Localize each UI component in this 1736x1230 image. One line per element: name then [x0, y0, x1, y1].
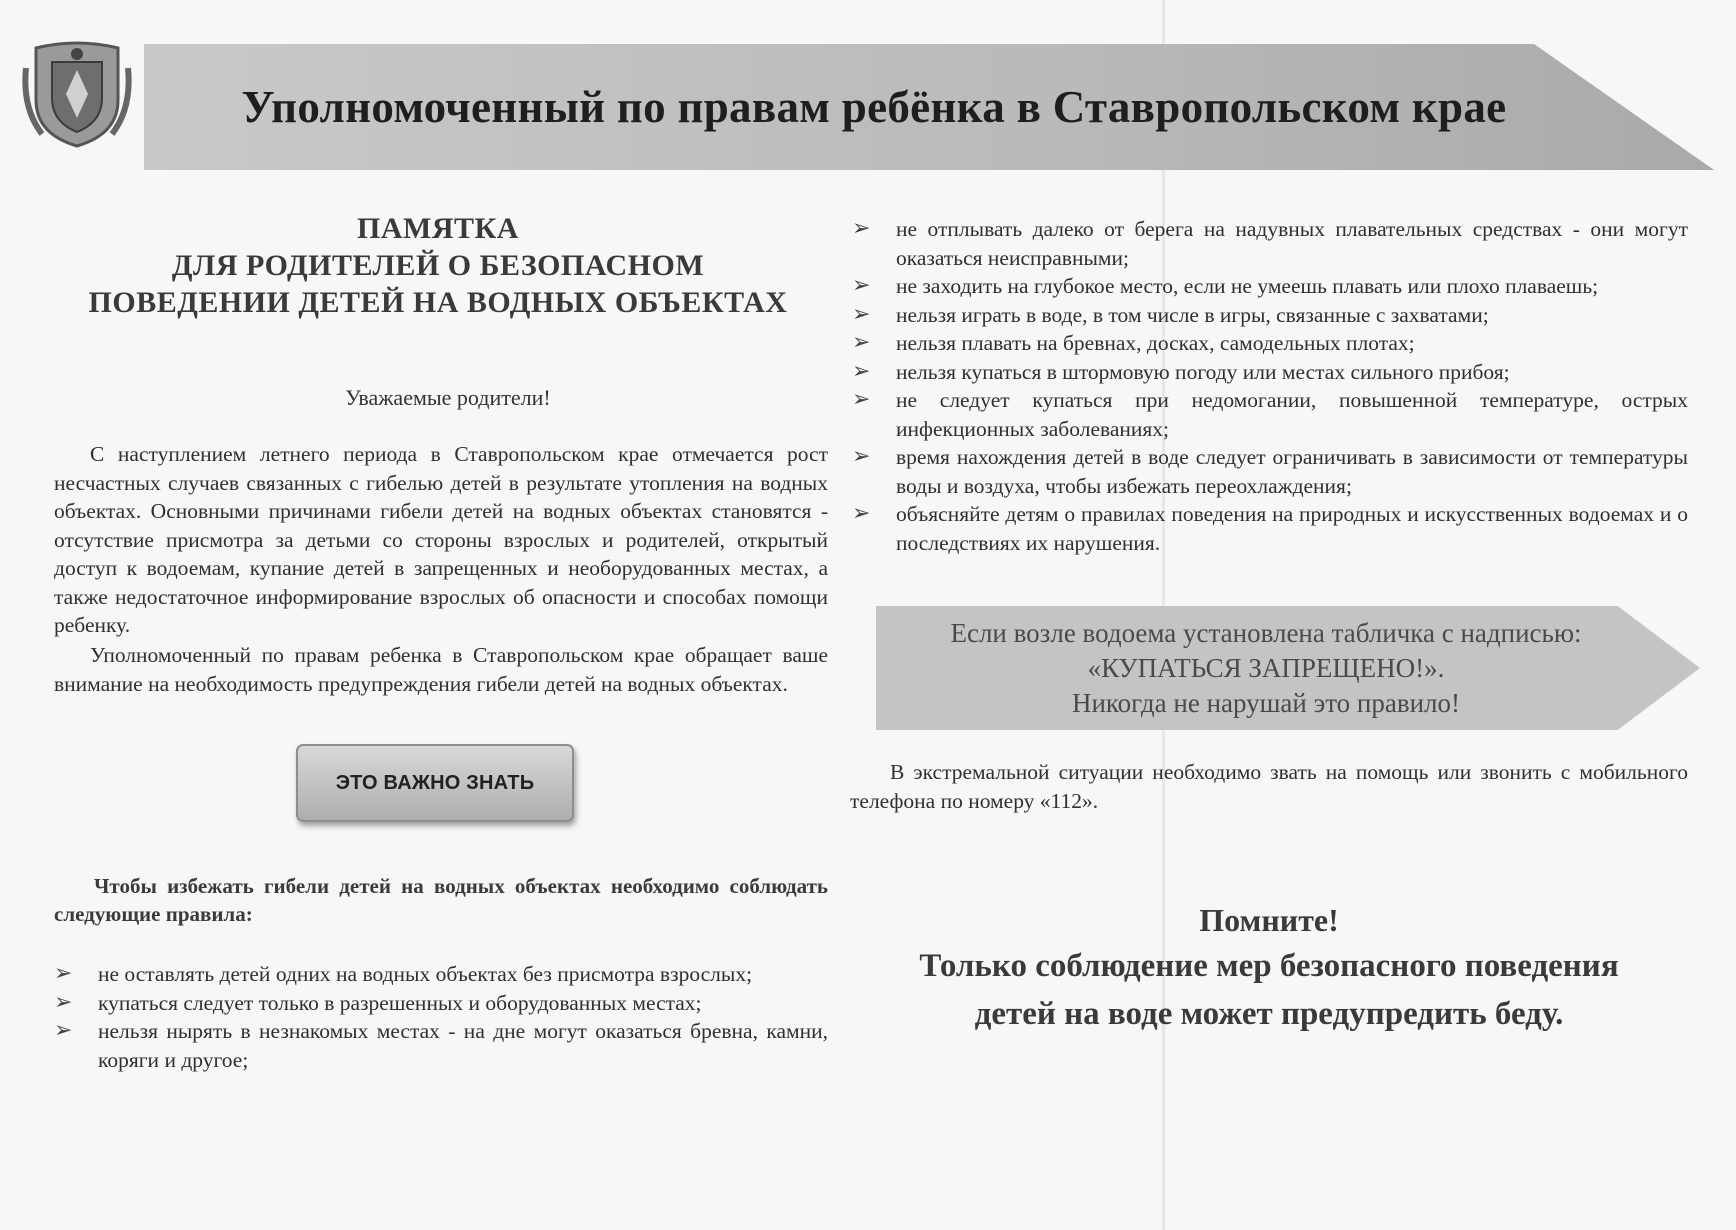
emergency-paragraph: В экстремальной ситуации необходимо звать на помощь или звонить с мобильного телефона по номеру «112». [850, 760, 1688, 813]
rule-text: нельзя нырять в незнакомых местах - на дне могут оказаться бревна, камни, коряги и другое; [98, 1019, 828, 1072]
rules-list-right [852, 215, 1688, 557]
coat-of-arms-icon [22, 38, 132, 150]
arrow-bullet-icon: ➢ [54, 989, 73, 1015]
rule-text: не заходить на глубокое место, если не умеешь плавать или плохо плаваешь; [896, 274, 1599, 298]
list-item [54, 960, 828, 989]
arrow-bullet-icon: ➢ [54, 961, 73, 986]
memo-title [48, 210, 828, 321]
list-item [852, 500, 1688, 557]
rule-text: нельзя плавать на бревнах, досках, самодельных плотах; [896, 331, 1415, 355]
arrow-bullet-icon: ➢ [852, 216, 871, 241]
rule-text: не оставлять детей одних на водных объектах без присмотра взрослых; [98, 962, 753, 986]
arrow-bullet-icon: ➢ [852, 501, 871, 526]
memo-title-line: ДЛЯ РОДИТЕЛЕЙ О БЕЗОПАСНОМ [171, 249, 705, 282]
rule-text: купаться следует только в разрешенных и оборудованных местах; [98, 990, 702, 1015]
list-item [852, 443, 1688, 500]
arrow-bullet-icon: ➢ [852, 444, 871, 469]
rule-text: нельзя купаться в штормовую погоду или местах сильного прибоя; [896, 359, 1510, 384]
no-swimming-notice [876, 606, 1700, 730]
list-item [852, 386, 1688, 443]
ombudsman-paragraph: Уполномоченный по правам ребенка в Ставропольском крае обращает ваше внимание на необходимость предупреждения гибели детей на водных объектах. [54, 643, 828, 696]
rule-text: не отплывать далеко от берега на надувных плавательных средствах - они могут оказаться неисправными; [896, 217, 1688, 270]
arrow-bullet-icon: ➢ [852, 330, 871, 355]
list-item [852, 272, 1688, 301]
arrow-bullet-icon: ➢ [852, 358, 871, 384]
arrow-bullet-icon: ➢ [54, 1018, 73, 1043]
rule-text: не следует купаться при недомогании, повышенной температуре, острых инфекционных заболеваниях; [896, 388, 1688, 441]
rule-text: объясняйте детям о правилах поведения на природных и искусственных водоемах и о последствиях их нарушения. [896, 502, 1688, 555]
rules-list-left [54, 960, 828, 1074]
notice-line: «КУПАТЬСЯ ЗАПРЕЩЕНО!». [1087, 653, 1445, 683]
memo-title-line: ПОВЕДЕНИИ ДЕТЕЙ НА ВОДНЫХ ОБЪЕКТАХ [88, 286, 788, 319]
remember-block [850, 898, 1688, 1038]
intro-paragraph: С наступлением летнего периода в Ставропольском крае отмечается рост несчастных случаев связанных с гибелью детей в результате утопления на водных объектах. Основными причинами гибели детей на водных объектах становятся - отсутствие присмотра за детьми со стороны взрослых и родителей, открытый доступ к водоемам, купание детей в запрещенных и необорудованных местах, а также недостаточное информирование взрослых об опасности и способах помощи ребенку. [54, 442, 828, 637]
notice-line: Если возле водоема установлена табличка с надписью: [950, 618, 1582, 648]
list-item [54, 989, 828, 1018]
header-title: Уполномоченный по правам ребёнка в Ставропольском крае [241, 82, 1507, 132]
remember-heading: Помните! [1199, 902, 1339, 938]
list-item [54, 1017, 828, 1074]
remember-line: Только соблюдение мер безопасного поведения [919, 948, 1619, 984]
list-item [852, 329, 1688, 358]
memo-title-line: ПАМЯТКА [357, 212, 519, 245]
rule-text: время нахождения детей в воде следует ограничивать в зависимости от температуры воды и воздуха, чтобы избежать переохлаждения; [896, 445, 1688, 498]
list-item [852, 215, 1688, 272]
arrow-bullet-icon: ➢ [852, 273, 871, 298]
page-curl-corner [1534, 44, 1714, 170]
notice-line: Никогда не нарушай это правило! [1071, 688, 1460, 718]
list-item [852, 301, 1688, 330]
list-item [852, 358, 1688, 387]
rule-text: нельзя играть в воде, в том числе в игры, связанные с захватами; [896, 302, 1489, 327]
rules-intro: Чтобы избежать гибели детей на водных объектах необходимо соблюдать следующие правила: [54, 874, 828, 926]
remember-line: детей на воде может предупредить беду. [974, 996, 1564, 1032]
header-banner [144, 44, 1714, 170]
greeting: Уважаемые родители! [345, 385, 551, 410]
notice-text [876, 616, 1656, 721]
arrow-bullet-icon: ➢ [852, 387, 871, 412]
important-to-know-button[interactable]: ЭТО ВАЖНО ЗНАТЬ [296, 744, 574, 822]
arrow-bullet-icon: ➢ [852, 301, 871, 327]
